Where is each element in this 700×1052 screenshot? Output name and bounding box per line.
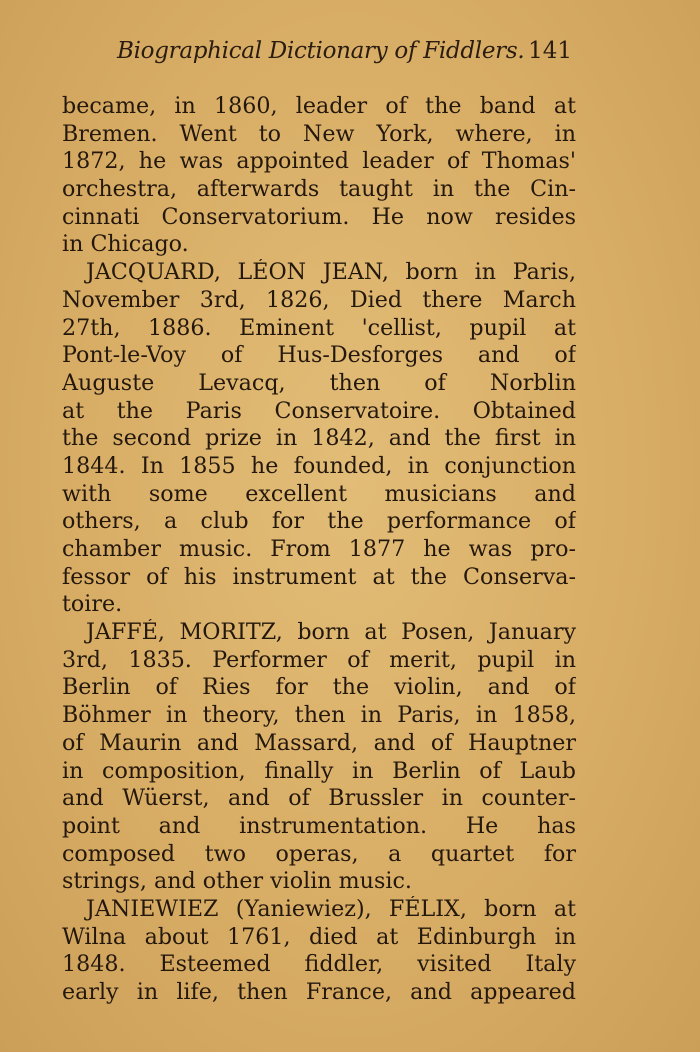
text-line: fessor of his instrument at the Conserva- <box>62 563 576 590</box>
text-line: composed two operas, a quartet for <box>62 840 576 867</box>
entry-heading-line: JAFFÉ, MORITZ, born at Posen, January <box>86 619 576 646</box>
text-line: Wilna about 1761, died at Edinburgh in <box>62 923 576 950</box>
text-line: became, in 1860, leader of the band at <box>62 93 576 119</box>
text-line: November 3rd, 1826, Died there March <box>62 286 576 313</box>
text-line: in composition, finally in Berlin of Laub <box>62 757 576 784</box>
text-line: at the Paris Conservatoire. Obtained <box>62 397 576 424</box>
text-line: of Maurin and Massard, and of Hauptner <box>62 729 576 756</box>
text-line: Böhmer in theory, then in Paris, in 1858, <box>62 702 576 729</box>
text-line: the second prize in 1842, and the first in <box>62 425 576 452</box>
entry-heading-line: JACQUARD, LÉON JEAN, born in Paris, <box>86 259 576 286</box>
text-line: orchestra, afterwards taught in the Cin- <box>62 176 576 203</box>
text-line: chamber music. From 1877 he was pro- <box>62 536 576 562</box>
text-line: 1848. Esteemed fiddler, visited Italy <box>62 951 576 978</box>
running-head <box>62 36 580 70</box>
text-line: early in life, then France, and appeared <box>62 979 576 1005</box>
text-line: others, a club for the performance of <box>62 508 576 535</box>
text-line: 1872, he was appointed leader of Thomas' <box>62 148 576 175</box>
text-line: Auguste Levacq, then of Norblin <box>62 369 576 396</box>
text-line: strings, and other violin music. <box>62 868 412 895</box>
running-title: Biographical Dictionary of Fiddlers. <box>117 38 525 64</box>
text-line: with some excellent musicians and <box>62 480 576 507</box>
text-line: Pont-le-Voy of Hus-Desforges and of <box>62 342 576 369</box>
text-line: 3rd, 1835. Performer of merit, pupil in <box>62 646 576 673</box>
text-line: cinnati Conservatorium. He now resides <box>62 203 576 230</box>
text-line: 1844. In 1855 he founded, in conjunction <box>62 452 576 479</box>
text-line: in Chicago. <box>62 231 189 258</box>
text-line: toire. <box>62 591 123 618</box>
text-line: 27th, 1886. Eminent 'cellist, pupil at <box>62 314 576 341</box>
entry-heading-line: JANIEWIEZ (Yaniewiez), FÉLIX, born at <box>86 895 576 922</box>
body-text <box>62 93 576 1007</box>
text-line: Berlin of Ries for the violin, and of <box>62 674 576 701</box>
text-line: Bremen. Went to New York, where, in <box>62 120 576 147</box>
text-line: point and instrumentation. He has <box>62 812 576 839</box>
page-number: 141 <box>528 38 572 64</box>
text-line: and Wüerst, and of Brussler in counter- <box>62 785 576 812</box>
